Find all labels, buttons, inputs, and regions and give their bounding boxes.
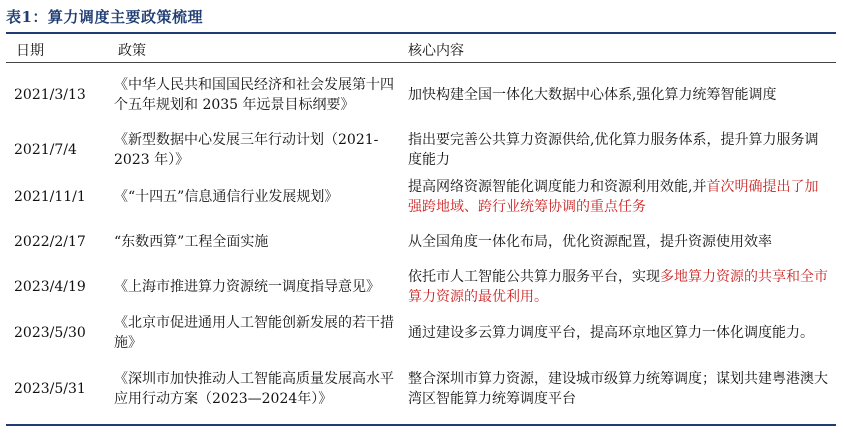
row-policy: 《北京市促进通用人工智能创新发展的若干措施》 <box>114 315 394 351</box>
row-date: 2021/7/4 <box>14 142 77 158</box>
row-policy: 《上海市推进算力资源统一调度指导意见》 <box>114 279 380 295</box>
row-core: 依托市人工智能公共算力服务平台，实现多地算力资源的共享和全市算力资源的最优利用。 <box>408 269 828 305</box>
row-date: 2023/5/30 <box>14 325 86 341</box>
table-row <box>6 356 836 422</box>
row-core: 从全国角度一体化布局，优化资源配置，提升资源使用效率 <box>408 234 772 250</box>
row-core: 提高网络资源智能化调度能力和资源利用效能,并首次明确提出了加强跨地域、跨行业统筹协调的重点任务 <box>408 179 819 215</box>
top-rule <box>6 32 836 34</box>
row-policy: 《中华人民共和国国民经济和社会发展第十四个五年规划和 2035 年远景目标纲要》 <box>114 77 394 113</box>
header-rule <box>6 62 836 63</box>
row-core: 指出要完善公共算力资源供给,优化算力服务体系，提升算力服务调度能力 <box>408 132 819 168</box>
row-date: 2021/11/1 <box>14 189 86 205</box>
table-row <box>6 64 836 126</box>
table-row <box>6 264 836 310</box>
row-core: 通过建设多云算力调度平台，提高环京地区算力一体化调度能力。 <box>408 325 814 341</box>
row-date: 2023/4/19 <box>14 279 86 295</box>
bottom-rule <box>6 424 836 426</box>
row-policy: 《“十四五”信息通信行业发展规划》 <box>114 189 339 205</box>
row-core: 加快构建全国一体化大数据中心体系,强化算力统筹智能调度 <box>408 87 777 103</box>
table-row <box>6 310 836 356</box>
row-policy: “东数西算”工程全面实施 <box>114 234 269 250</box>
table-caption: 表1：算力调度主要政策梳理 <box>6 8 203 26</box>
row-policy: 《深圳市加快推动人工智能高质量发展高水平应用行动方案（2023—2024年）》 <box>114 371 394 407</box>
header-policy: 政策 <box>118 43 146 59</box>
row-date: 2021/3/13 <box>14 87 86 103</box>
header-core: 核心内容 <box>408 43 464 59</box>
header-date: 日期 <box>16 43 44 59</box>
table-row <box>6 220 836 264</box>
row-policy: 《新型数据中心发展三年行动计划（2021-2023 年）》 <box>114 132 379 168</box>
table-row <box>6 126 836 174</box>
row-core: 整合深圳市算力资源，建设城市级算力统筹调度；谋划共建粤港澳大湾区智能算力统筹调度平台 <box>408 371 828 407</box>
row-date: 2023/5/31 <box>14 381 86 397</box>
row-date: 2022/2/17 <box>14 234 86 250</box>
table-row <box>6 174 836 220</box>
